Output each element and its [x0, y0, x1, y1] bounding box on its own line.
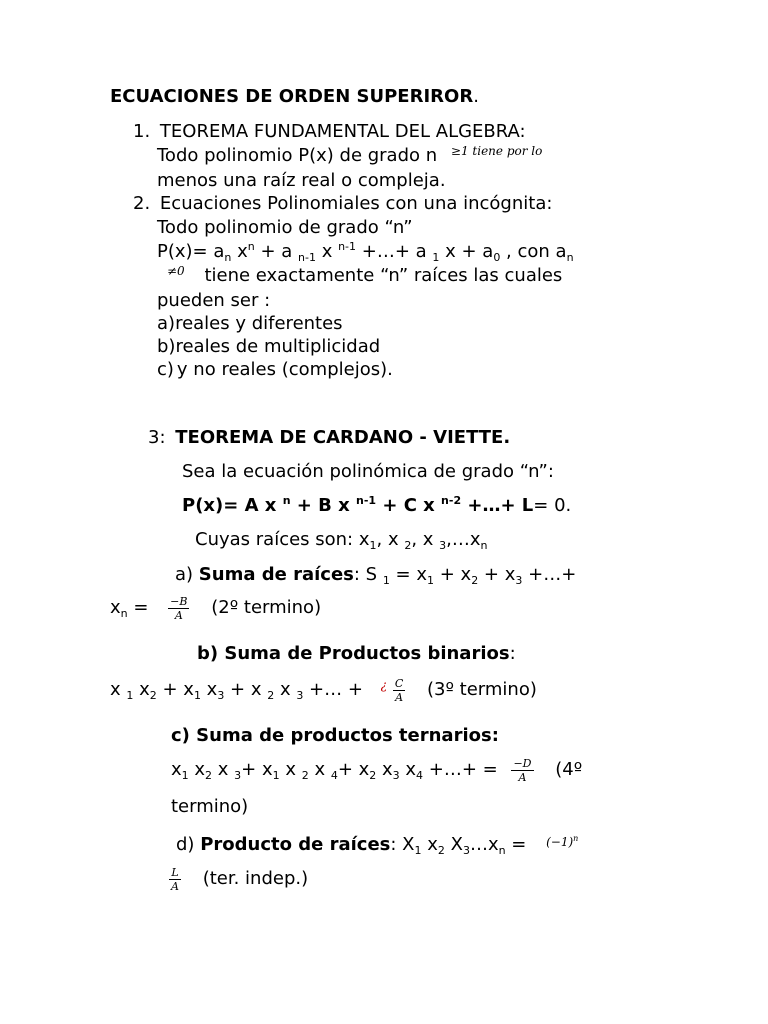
item-1-heading: [133, 121, 526, 143]
section-3-intro: Sea la ecuación polinómica de grado “n”:: [182, 461, 554, 482]
ternary-products-note-end: termino): [171, 796, 249, 817]
cardano-polynomial: P(x)= A x $^n$ + B x $^{n-1}$ + C x $^{n-2}$ +…+ L= 0.: [182, 494, 572, 516]
sum-of-roots-fraction: $\frac{-B}{A}$: [170, 594, 188, 622]
ternary-products-fraction: $\frac{-D}{A}$: [513, 756, 532, 784]
item-2-line-4: pueden ser :: [157, 290, 271, 311]
item-2-line-1: Todo polinomio de grado “n”: [157, 217, 413, 238]
sum-of-roots-line-2: $x_n$ = $\frac{-B}{A}$ (2º termino): [110, 594, 322, 622]
ternary-products-heading: c) Suma de productos ternarios:: [171, 725, 499, 746]
product-of-roots-fraction-line: [169, 862, 308, 896]
item-1-note: ≥1 tiene por lo: [450, 144, 543, 158]
case-b: b)reales de multiplicidad: [157, 336, 381, 357]
sign-factor: (−1)n: [546, 834, 579, 849]
section-3-heading: [148, 427, 510, 449]
section-3-title: TEOREMA DE CARDANO - VIETTE.: [175, 427, 511, 448]
item-1-line-1: Todo polinomio P(x) de grado n $^{\ge 1 tiene por lo}$: [157, 144, 543, 166]
not-equal-zero: ≠0: [167, 264, 185, 278]
product-of-roots-note: (ter. indep.): [202, 868, 309, 889]
document-title: ECUACIONES DE ORDEN SUPERIROR.: [110, 86, 479, 107]
polynomial-general-form: $P(x)= a_n$ $x^n + a$ $_{n-1}$ x $^{n-1}$ +…+ a $_1$ $x + a_0$ , con $a_n$: [157, 240, 574, 264]
binary-products-heading: b) Suma de Productos binarios:: [197, 643, 516, 664]
inverted-question-glyph: ¿: [380, 678, 388, 692]
item-1-number: 1.: [133, 121, 151, 142]
case-c: c) y no reales (complejos).: [157, 359, 393, 380]
item-2-number: 2.: [133, 193, 151, 214]
section-3-number: 3:: [148, 427, 166, 448]
binary-products-note: (3º termino): [427, 679, 537, 700]
case-a: a)reales y diferentes: [157, 313, 343, 334]
product-of-roots-fraction: $\frac{L}{A}$: [171, 865, 179, 893]
roots-line: Cuyas raíces son: $x_1$, x $_2$, x $_3,\dots x_n$: [195, 529, 488, 552]
product-of-roots-line: d) Producto de raíces: $X_1$ $x_2$ $X_3\dots x_n = ^{(-1)^n}$: [176, 834, 579, 857]
item-1-title: TEOREMA FUNDAMENTAL DEL ALGEBRA:: [159, 121, 526, 142]
sum-of-roots-line-1: a) Suma de raíces: S $_1 = x_1 + x_2 + x_3$ +…+: [175, 564, 577, 587]
item-2-line-3: $^{\ne 0}$ tiene exactamente “n” raíces las cuales: [167, 264, 563, 286]
item-1-line-2: menos una raíz real o compleja.: [157, 170, 446, 191]
ternary-products-formula: $x_1$ $x_2$ x $_3+ x_1$ x $_2$ x $_4+ x_2$ $x_3$ $x_4$ +…+ = $\frac{-D}{A}$ (4º: [171, 756, 583, 784]
item-2-heading: [133, 193, 552, 215]
item-2-title: Ecuaciones Polinomiales con una incógnita:: [159, 193, 553, 214]
binary-products-fraction: $\frac{C}{A}$: [394, 676, 404, 704]
sum-of-roots-note: (2º termino): [211, 597, 322, 618]
binary-products-formula: x $_1$ $x_2 + x_1$ $x_3 + x$ $_2$ x $_3$ +… + ¿ $\frac{C}{A}$ (3º termino): [110, 676, 537, 704]
